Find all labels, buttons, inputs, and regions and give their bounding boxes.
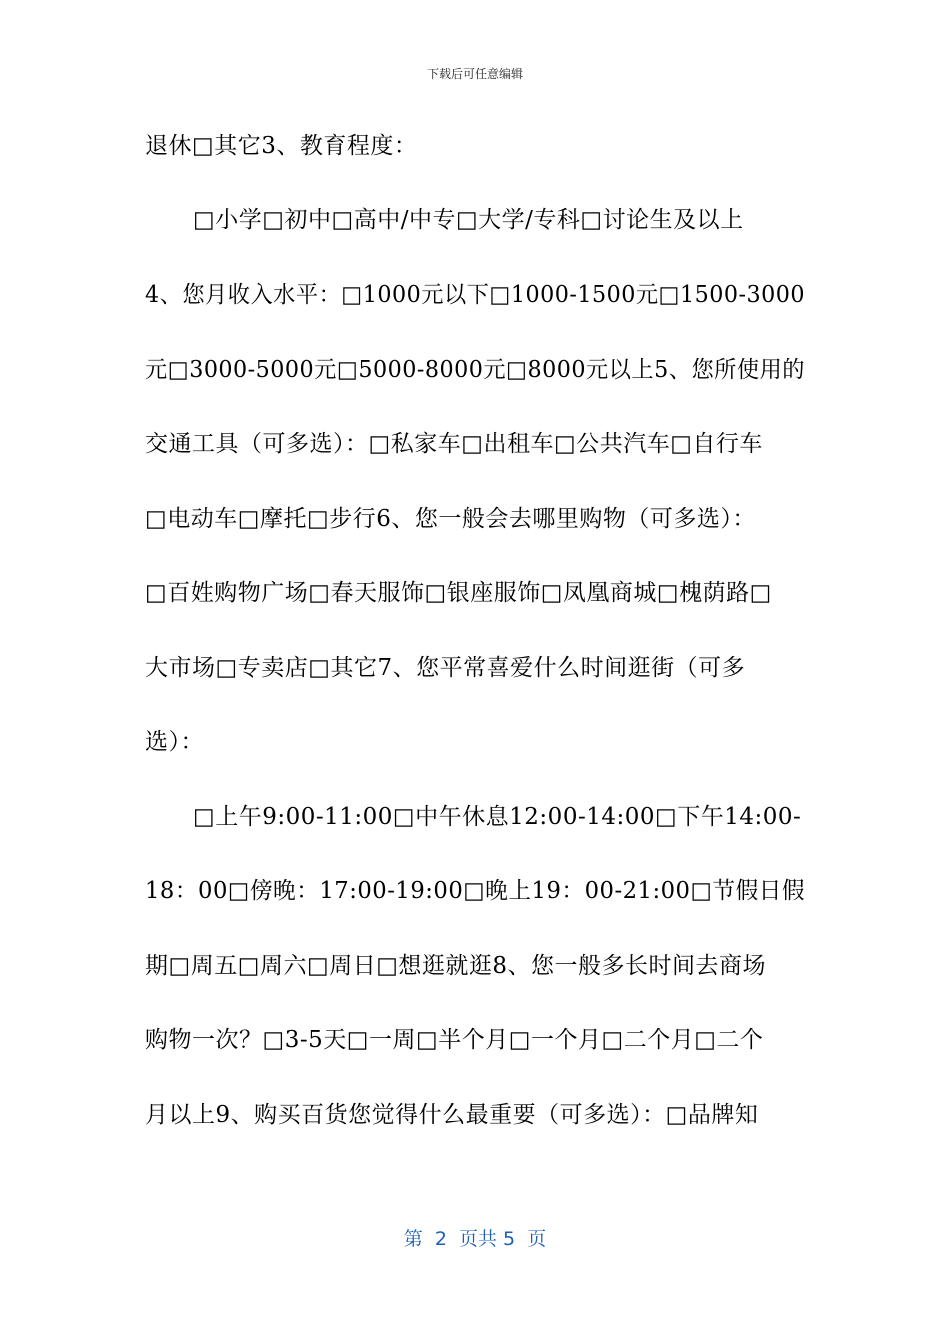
text-line: 4、您月收入水平：□1000元以下□1000-1500元□1500-3000 <box>145 282 806 308</box>
page-header: 下载后可任意编辑 <box>426 67 523 81</box>
text-line: 选）： <box>145 729 204 755</box>
text-line: 退休□其它3、教育程度： <box>145 133 418 159</box>
text-line: 18：00□傍晚：17:00-19:00□晚上19：00-21:00□节假日假 <box>145 878 806 904</box>
text-line: □上午9:00-11:00□中午休息12:00-14:00□下午14:00- <box>193 804 802 830</box>
page-footer: 第 2 页共 5 页 <box>403 1228 547 1250</box>
text-line: 交通工具（可多选）：□私家车□出租车□公共汽车□自行车 <box>145 431 763 457</box>
text-line: □电动车□摩托□步行6、您一般会去哪里购物（可多选）： <box>145 506 756 532</box>
text-line: □百姓购物广场□春天服饰□银座服饰□凤凰商城□槐荫路□ <box>145 580 772 606</box>
text-line: □小学□初中□高中/中专□大学/专科□讨论生及以上 <box>193 207 744 233</box>
text-line: 期□周五□周六□周日□想逛就逛8、您一般多长时间去商场 <box>145 953 767 979</box>
text-line: 月以上9、购买百货您觉得什么最重要（可多选）：□品牌知 <box>145 1102 759 1128</box>
text-line: 元□3000-5000元□5000-8000元□8000元以上5、您所使用的 <box>145 357 806 383</box>
text-line: 购物一次？□3-5天□一周□半个月□一个月□二个月□二个 <box>145 1027 764 1053</box>
text-line: 大市场□专卖店□其它7、您平常喜爱什么时间逛街（可多 <box>145 655 746 681</box>
